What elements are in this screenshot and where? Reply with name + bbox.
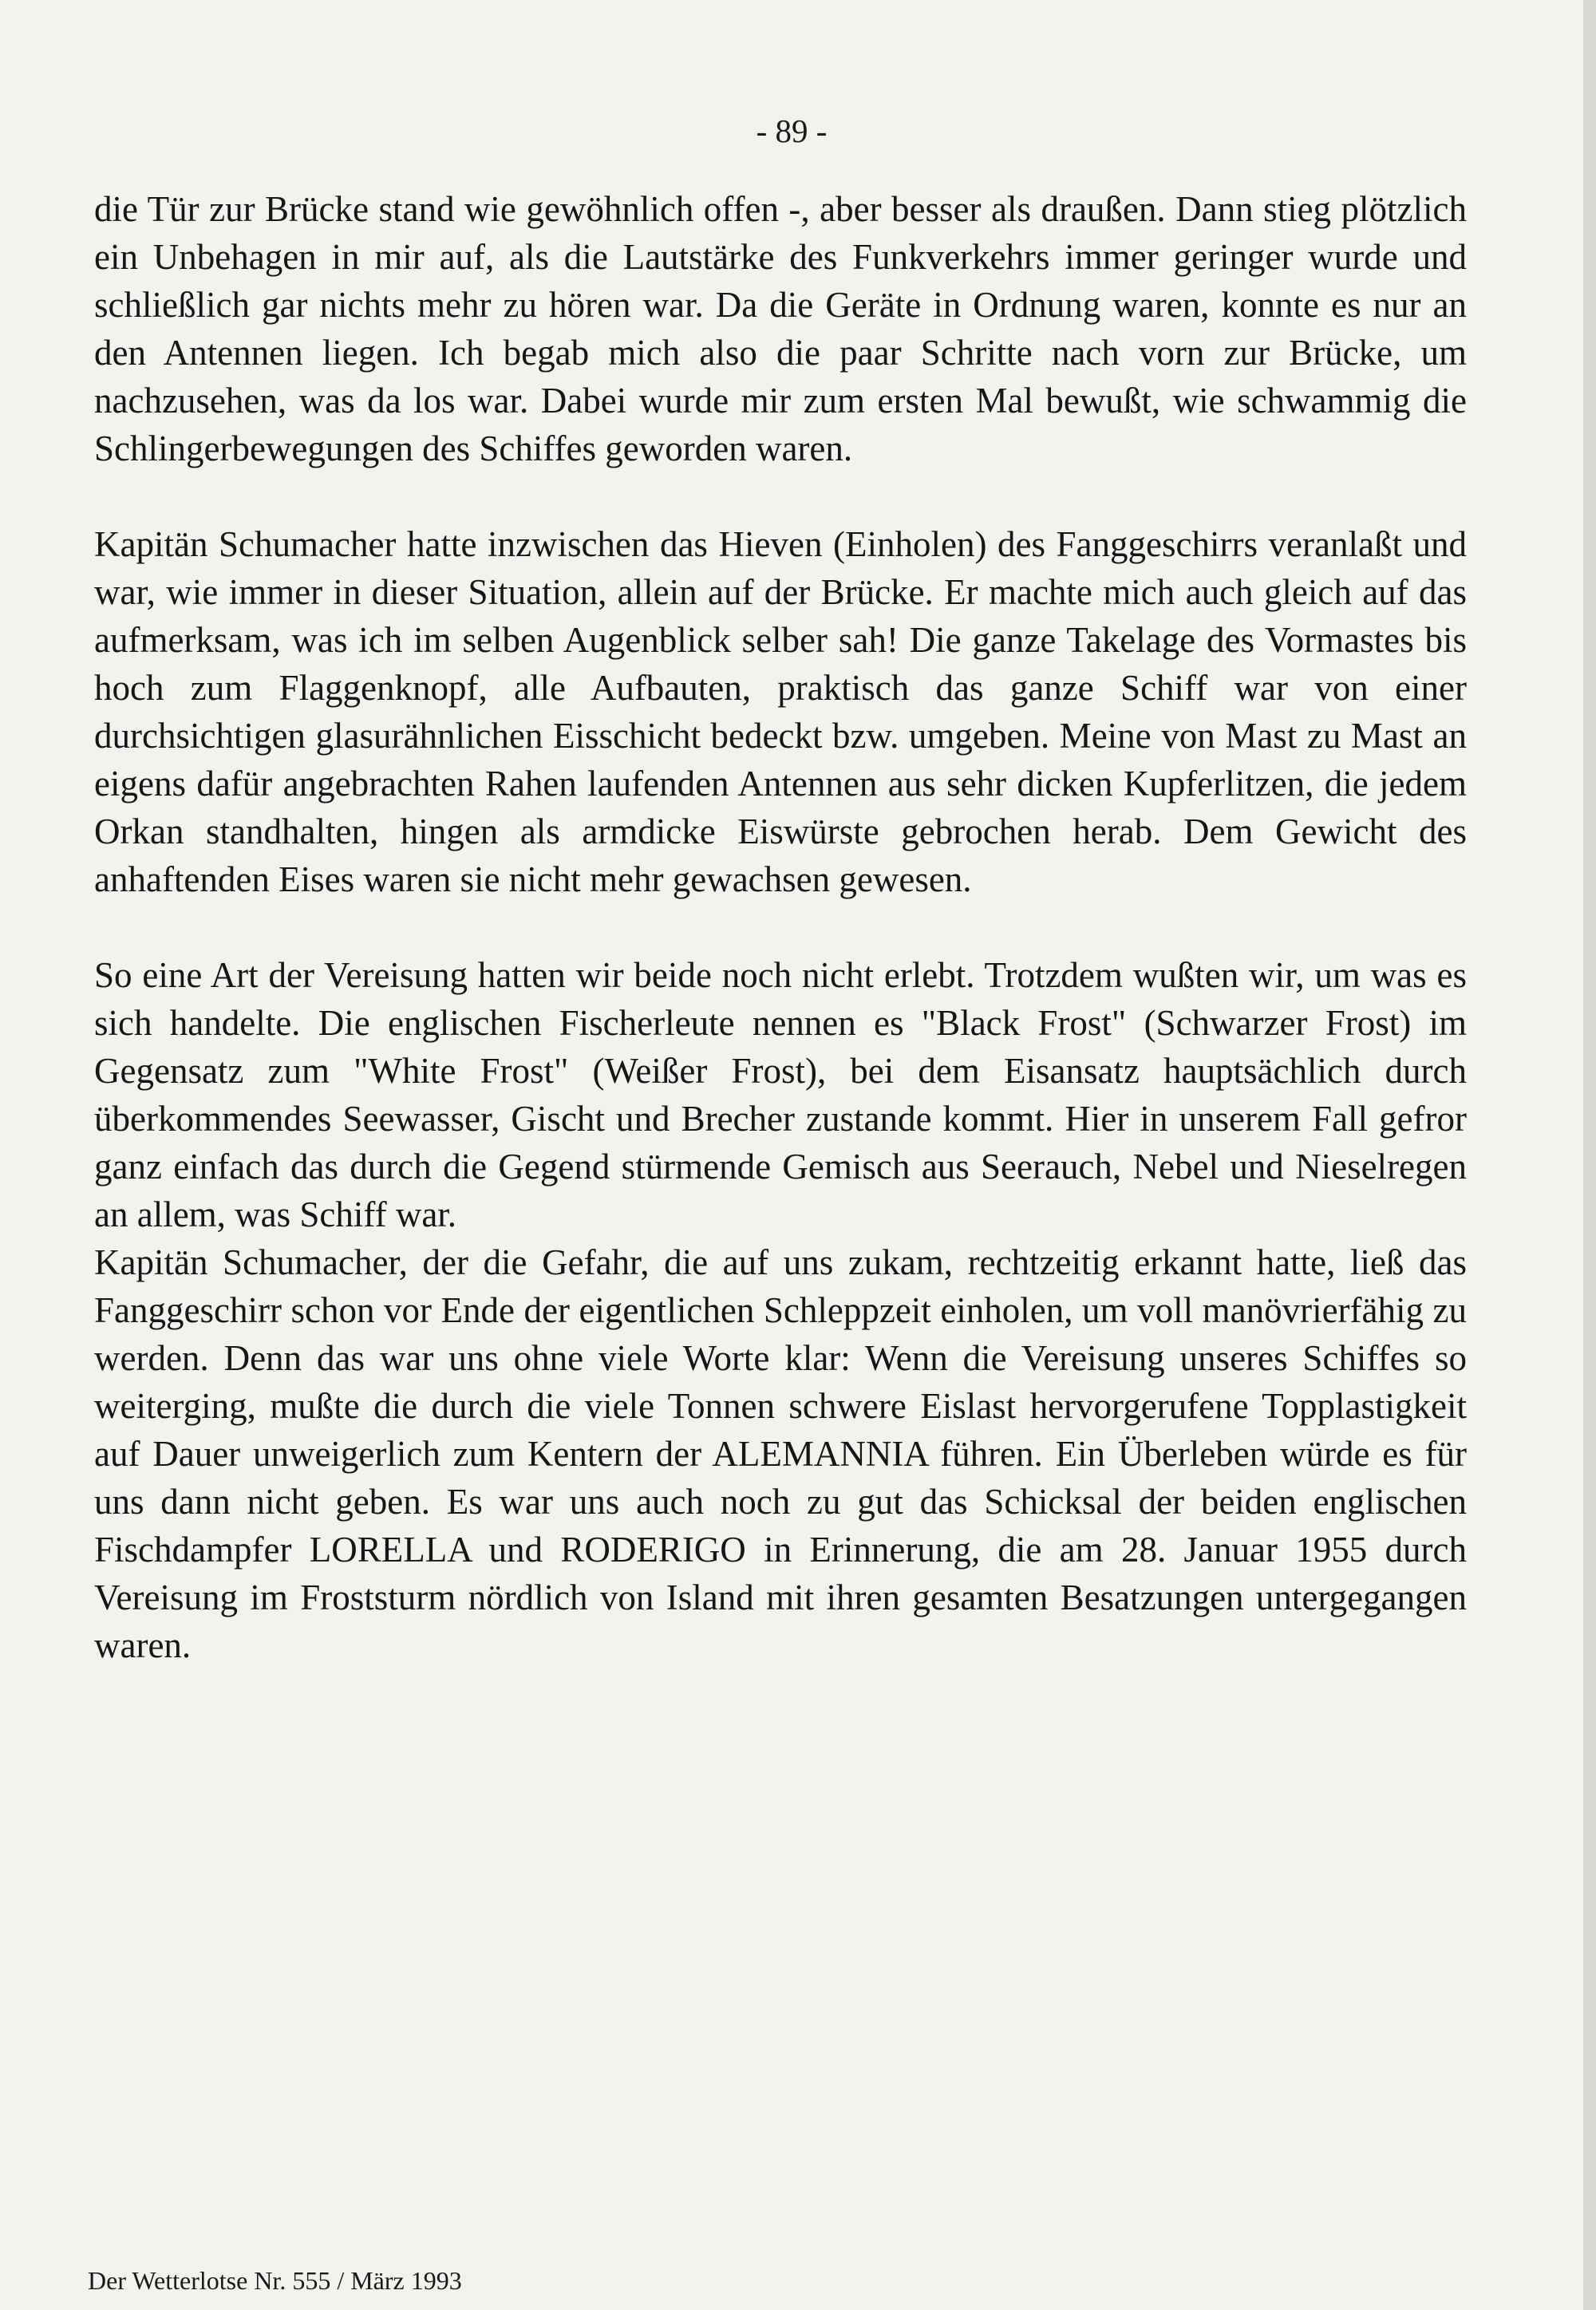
paragraph-3: So eine Art der Vereisung hatten wir beide noch nicht erlebt. Trotzdem wußten wir, um was es sich handelte. Die englischen Fischerleute nennen es "Black Frost" (Schwarzer Frost) im Gegensatz zum "White Frost" (Weißer Frost), bei dem Eisansatz hauptsächlich durch überkommendes Seewasser, Gischt und Brecher zustande kommt. Hier in unserem Fall gefror ganz einfach das durch die Gegend stürmende Gemisch aus Seerauch, Nebel und Nieselregen an allem, was Schiff war.	[94, 955, 1467, 1234]
paragraph-1: die Tür zur Brücke stand wie gewöhnlich offen -, aber besser als draußen. Dann stieg plötzlich ein Unbehagen in mir auf, als die Lautstärke des Funkverkehrs immer geringer wurde und schließlich gar nichts mehr zu hören war. Da die Geräte in Ordnung waren, konnte es nur an den Antennen liegen. Ich begab mich also die paar Schritte nach vorn zur Brücke, um nachzusehen, was da los war. Dabei wurde mir zum ersten Mal bewußt, wie schwammig die Schlingerbewegungen des Schiffes geworden waren.	[94, 189, 1467, 468]
body-text	[94, 185, 1467, 1669]
paragraph-2: Kapitän Schumacher hatte inzwischen das Hieven (Einholen) des Fanggeschirrs veranlaßt und war, wie immer in dieser Situation, allein auf der Brücke. Er machte mich auch gleich auf das aufmerksam, was ich im selben Augenblick selber sah! Die ganze Takelage des Vormastes bis hoch zum Flaggenknopf, alle Aufbauten, praktisch das ganze Schiff war von einer durchsichtigen glasurähnlichen Eisschicht bedeckt bzw. umgeben. Meine von Mast zu Mast an eigens dafür angebrachten Rahen laufenden Antennen aus sehr dicken Kupferlitzen, die jedem Orkan standhalten, hingen als armdicke Eiswürste gebrochen herab. Dem Gewicht des anhaftenden Eises waren sie nicht mehr gewachsen gewesen.	[94, 524, 1467, 899]
paragraph-4: Kapitän Schumacher, der die Gefahr, die auf uns zukam, rechtzeitig erkannt hatte, ließ das Fanggeschirr schon vor Ende der eigentlichen Schleppzeit einholen, um voll manövrierfähig zu werden. Denn das war uns ohne viele Worte klar: Wenn die Vereisung unseres Schiffes so weiterging, mußte die durch die viele Tonnen schwere Eislast hervorgerufene Topplastigkeit auf Dauer unweigerlich zum Kentern der ALEMANNIA führen. Ein Überleben würde es für uns dann nicht geben. Es war uns auch noch zu gut das Schicksal der beiden englischen Fischdampfer LORELLA und RODERIGO in Erinnerung, die am 28. Januar 1955 durch Vereisung im Froststurm nördlich von Island mit ihren gesamten Besatzungen untergegangen waren.	[94, 1242, 1467, 1665]
page-number: - 89 -	[756, 113, 828, 149]
page-edge	[1583, 0, 1596, 2310]
footer-citation: Der Wetterlotse Nr. 555 / März 1993	[88, 2266, 462, 2295]
